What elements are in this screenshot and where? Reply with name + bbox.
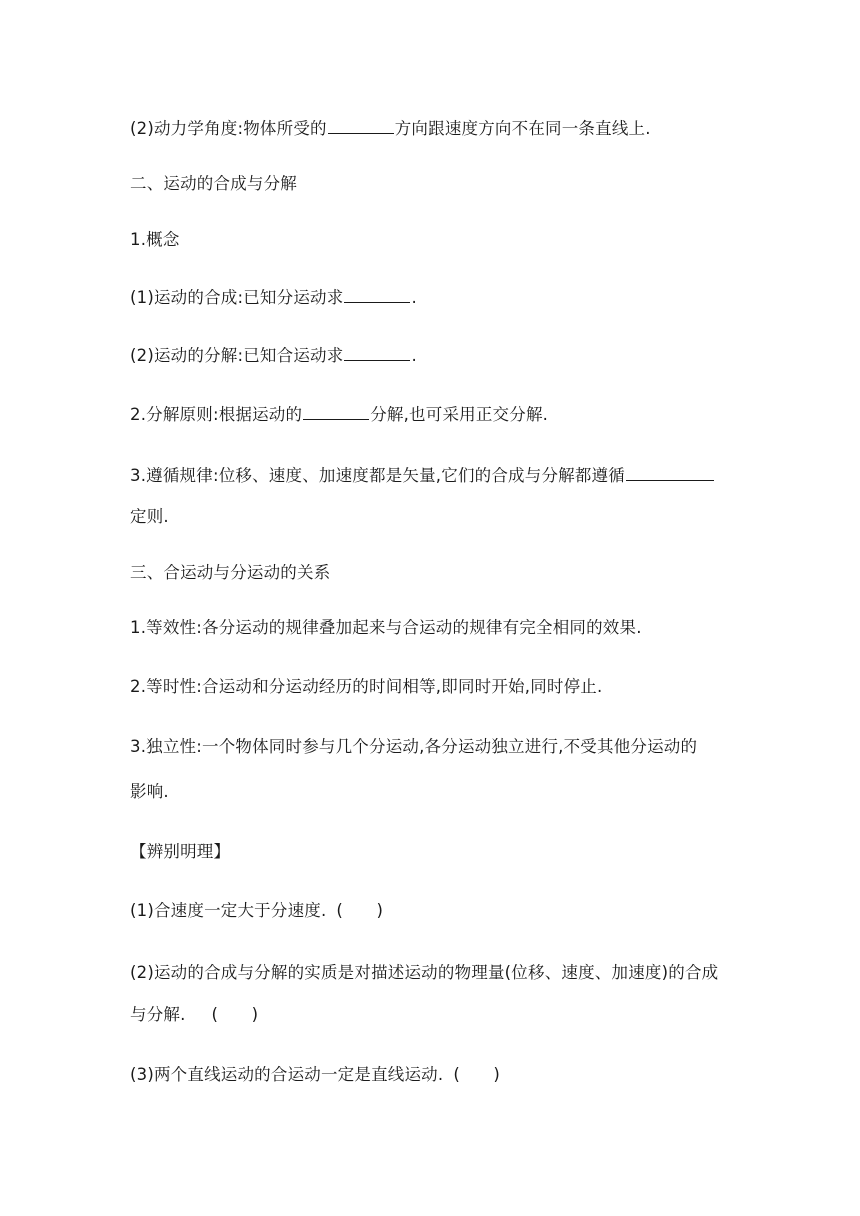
text-segment: .	[411, 288, 417, 307]
section-heading-3: 三、合运动与分运动的关系	[130, 563, 331, 582]
judgement-2: (2)运动的合成与分解的实质是对描述运动的物理量(位移、速度、加速度)的合成	[130, 963, 719, 982]
text-segment: 分解,也可采用正交分解.	[370, 405, 549, 424]
composition-line	[130, 286, 417, 309]
section-heading-2: 二、运动的合成与分解	[130, 174, 297, 193]
statement-text: (3)两个直线运动的合运动一定是直线运动.	[130, 1065, 444, 1084]
judgement-2-continued	[130, 1004, 258, 1026]
answer-parentheses[interactable]: ( )	[336, 901, 384, 920]
answer-parentheses[interactable]: ( )	[453, 1065, 501, 1084]
text-segment: (2)运动的分解:已知合运动求	[130, 346, 344, 365]
simultaneity-line: 2.等时性:合运动和分运动经历的时间相等,即同时开始,同时停止.	[130, 677, 603, 696]
decomposition-principle-line	[130, 403, 548, 426]
law-line-continued: 定则.	[130, 507, 169, 526]
answer-blank[interactable]	[328, 117, 394, 134]
concept-heading: 1.概念	[130, 230, 180, 249]
answer-blank[interactable]	[303, 403, 369, 420]
decomposition-line	[130, 344, 417, 367]
statement-text: 与分解.	[130, 1005, 186, 1024]
text-segment: (2)动力学角度:物体所受的	[130, 119, 327, 138]
independence-line: 3.独立性:一个物体同时参与几个分运动,各分运动独立进行,不受其他分运动的	[130, 737, 698, 756]
answer-blank[interactable]	[344, 286, 410, 303]
text-segment: 2.分解原则:根据运动的	[130, 405, 303, 424]
text-segment: (1)运动的合成:已知分运动求	[130, 288, 344, 307]
dynamics-condition-line	[130, 117, 651, 140]
answer-blank[interactable]	[344, 344, 410, 361]
text-segment: .	[411, 346, 417, 365]
answer-blank[interactable]	[626, 464, 714, 481]
independence-line-continued: 影响.	[130, 782, 169, 801]
text-segment: 3.遵循规律:位移、速度、加速度都是矢量,它们的合成与分解都遵循	[130, 466, 625, 485]
equivalence-line: 1.等效性:各分运动的规律叠加起来与合运动的规律有完全相同的效果.	[130, 618, 642, 637]
text-segment: 方向跟速度方向不在同一条直线上.	[394, 119, 651, 138]
discernment-heading: 【辨别明理】	[130, 842, 231, 861]
statement-text: (1)合速度一定大于分速度.	[130, 901, 327, 920]
answer-parentheses[interactable]: ( )	[211, 1005, 259, 1024]
judgement-1	[130, 900, 383, 922]
law-line	[130, 464, 715, 487]
judgement-3	[130, 1064, 500, 1086]
